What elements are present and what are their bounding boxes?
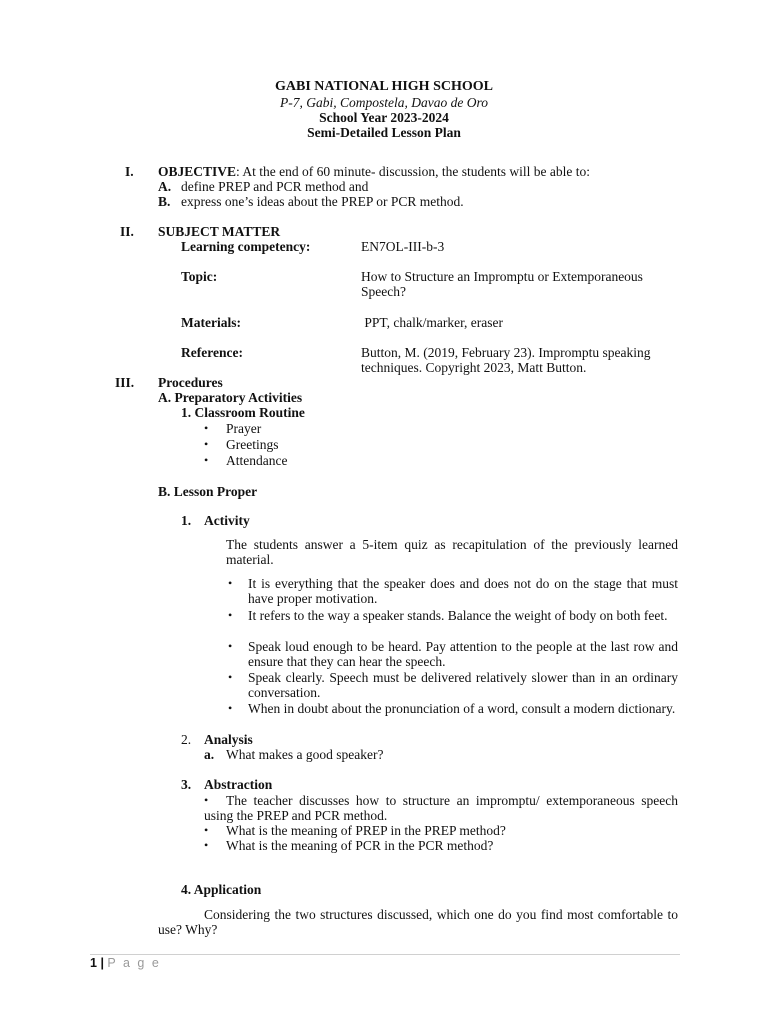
bullet-icon: • [204, 437, 209, 451]
analysis-heading: Analysis [204, 732, 253, 747]
objective-item: define PREP and PCR method and [181, 179, 369, 194]
objective-intro: : At the end of 60 minute- discussion, the students will be able to: [236, 164, 590, 179]
application-heading: 4. Application [181, 882, 262, 897]
activity-description: The students answer a 5-item quiz as recapitulation of the previously learned material. [226, 537, 678, 567]
bullet-icon: • [228, 608, 233, 622]
competency-value: EN7OL-III-b-3 [361, 239, 445, 254]
activity-heading: Activity [204, 513, 250, 528]
school-year: School Year 2023-2024 [319, 110, 449, 125]
routine-item: Prayer [226, 421, 262, 436]
objective-heading [158, 164, 590, 179]
quiz-item: When in doubt about the pronunciation of a word, consult a modern dictionary. [248, 701, 676, 716]
quiz-item: Speak clearly. Speech must be delivered relatively slower than in an ordinary conversation. [248, 670, 678, 700]
page-footer [90, 956, 161, 970]
topic-label: Topic: [181, 269, 218, 284]
plan-type: Semi-Detailed Lesson Plan [307, 125, 461, 140]
abstraction-number: 3. [181, 777, 192, 792]
routine-item: Attendance [226, 453, 288, 468]
bullet-icon: • [228, 576, 233, 590]
bullet-icon: • [204, 793, 209, 807]
abstraction-item: What is the meaning of PREP in the PREP method? [226, 823, 506, 838]
quiz-item: Speak loud enough to be heard. Pay attention to the people at the last row and ensure that they can hear the speech. [248, 639, 678, 669]
bullet-icon: • [204, 453, 209, 467]
analysis-letter: a. [204, 747, 215, 762]
objective-numeral: I. [125, 164, 134, 179]
objective-item-letter: B. [158, 194, 171, 209]
page-label: P a g e [107, 956, 161, 970]
page-separator: | [100, 956, 104, 970]
quiz-item: It refers to the way a speaker stands. Balance the weight of body on both feet. [248, 608, 668, 623]
quiz-item: It is everything that the speaker does and does not do on the stage that must have proper motivation. [248, 576, 678, 606]
abstraction-item: The teacher discusses how to structure an impromptu/ extemporaneous speech using the PREP and PCR method. [204, 793, 678, 823]
activity-number: 1. [181, 513, 192, 528]
footer-divider [90, 954, 680, 955]
bullet-icon: • [228, 639, 233, 653]
abstraction-heading: Abstraction [204, 777, 273, 792]
procedures-numeral: III. [115, 375, 135, 390]
bullet-icon: • [204, 823, 209, 837]
analysis-question: What makes a good speaker? [226, 747, 384, 762]
school-name: GABI NATIONAL HIGH SCHOOL [275, 79, 493, 94]
preparatory-heading: A. Preparatory Activities [158, 390, 303, 405]
analysis-number: 2. [181, 732, 192, 747]
page-number: 1 [90, 956, 97, 970]
routine-heading: 1. Classroom Routine [181, 405, 305, 420]
routine-item: Greetings [226, 437, 279, 452]
bullet-icon: • [228, 670, 233, 684]
bullet-icon: • [228, 701, 233, 715]
subject-heading: SUBJECT MATTER [158, 224, 281, 239]
objective-label: OBJECTIVE [158, 164, 237, 179]
reference-label: Reference: [181, 345, 243, 360]
reference-value: Button, M. (2019, February 23). Impromptu speaking techniques. Copyright 2023, Matt Button. [361, 345, 651, 375]
application-question: Considering the two structures discussed, which one do you find most comfortable to use? Why? [158, 907, 678, 937]
subject-numeral: II. [120, 224, 134, 239]
competency-label: Learning competency: [181, 239, 311, 254]
materials-value: PPT, chalk/marker, eraser [361, 315, 504, 330]
lesson-proper-heading: B. Lesson Proper [158, 484, 258, 499]
school-address: P-7, Gabi, Compostela, Davao de Oro [280, 95, 488, 110]
procedures-heading: Procedures [158, 375, 223, 390]
topic-value: How to Structure an Impromptu or Extemporaneous Speech? [361, 269, 643, 299]
materials-label: Materials: [181, 315, 241, 330]
bullet-icon: • [204, 421, 209, 435]
abstraction-item: What is the meaning of PCR in the PCR method? [226, 838, 494, 853]
bullet-icon: • [204, 838, 209, 852]
objective-item: express one’s ideas about the PREP or PCR method. [181, 194, 464, 209]
objective-item-letter: A. [158, 179, 172, 194]
